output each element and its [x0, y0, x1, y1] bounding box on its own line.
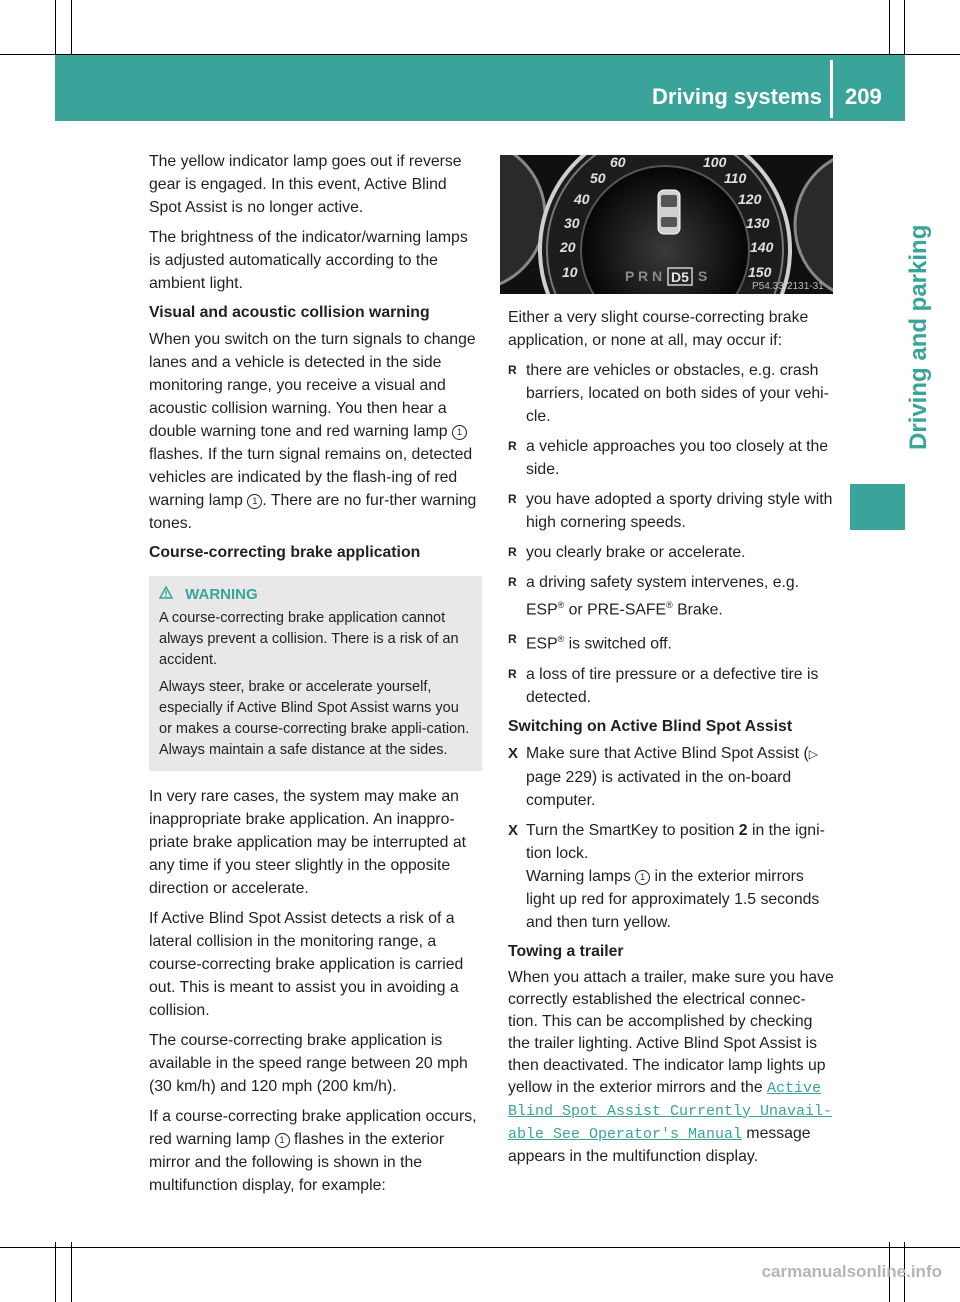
- paragraph: Either a very slight course-correcting brake application, or none at all, may occur if:: [508, 309, 809, 349]
- paragraph: If Active Blind Spot Assist detects a risk of a lateral collision in the monitoring range, a course-correcting brake application is carried out. This is meant to assist you in avoiding a collision.: [149, 910, 464, 1019]
- display-message: Active Blind Spot Assist Currently Unavail‐ able See Operator's Manual: [508, 1079, 833, 1143]
- list-item: R you clearly brake or accelerate.: [508, 541, 834, 564]
- paragraph: When you attach a trailer, make sure you have correctly established the electrical connec-tion. This can be accomplished by checking the trailer lighting. Active Blind Spot Assist is then deactivated. The indicator lamp lights up yellow in the exterior mirrors and the Active Blind Spot Assist Currently Unavail‐ able See Operator's Manual message appears in the multifunction display.: [508, 968, 834, 1165]
- side-tab-marker: [850, 484, 905, 530]
- header-separator: [830, 60, 833, 118]
- heading: Visual and acoustic collision warning: [149, 304, 430, 321]
- marker-1-icon: 1: [247, 494, 262, 509]
- speed-label: 130: [746, 215, 770, 231]
- gear-indicator: S: [698, 268, 708, 284]
- crop-mark: [71, 0, 72, 60]
- list-item: R there are vehicles or obstacles, e.g. crash barriers, located on both sides of your vehi-cle.: [508, 359, 834, 428]
- speed-label: 60: [610, 155, 626, 170]
- warning-triangle-icon: [159, 586, 177, 603]
- page-ref-arrow-icon: ▷: [808, 746, 818, 761]
- instruction-step: X Turn the SmartKey to position 2 in the igni-tion lock. Warning lamps 1 in the exterior mirrors light up red for approximately 1.5 seconds and then turn yellow.: [508, 819, 834, 934]
- speed-label: 10: [562, 264, 578, 280]
- gear-indicator: P R N: [625, 268, 663, 284]
- warning-text: A course-correcting brake application cannot always prevent a collision. There is a risk of an accident.: [159, 610, 459, 668]
- gear-selected: D5: [671, 269, 689, 285]
- paragraph: The course-correcting brake application is available in the speed range between 20 mph (30 km/h) and 120 mph (200 km/h).: [149, 1032, 468, 1095]
- heading: Towing a trailer: [508, 942, 624, 960]
- page-number: 209: [845, 84, 882, 109]
- paragraph: If a course-correcting brake application occurs, red warning lamp 1 flashes in the exterior mirror and the following is shown in the multifunction display, for example:: [149, 1108, 477, 1194]
- side-tab-label: Driving and parking: [905, 224, 932, 450]
- crop-mark: [55, 1242, 56, 1302]
- speed-label: 100: [703, 155, 727, 170]
- image-reference: P54.33-2131-31: [752, 281, 824, 292]
- crop-mark: [904, 0, 905, 60]
- crop-mark: [0, 1247, 960, 1248]
- list-item: R a vehicle approaches you too closely at the side.: [508, 435, 834, 481]
- list-item: R you have adopted a sporty driving style with high cornering speeds.: [508, 488, 834, 534]
- instruction-step: X Make sure that Active Blind Spot Assist (▷ page 229) is activated in the on-board computer.: [508, 742, 834, 812]
- speed-label: 140: [750, 239, 774, 255]
- watermark: carmanualsonline.info: [761, 1262, 942, 1281]
- warning-title: WARNING: [159, 584, 472, 605]
- crop-mark: [889, 0, 890, 60]
- marker-1-icon: 1: [635, 870, 650, 885]
- marker-1-icon: 1: [452, 425, 467, 440]
- list-item: R a driving safety system intervenes, e.g. ESP® or PRE-SAFE® Brake.: [508, 571, 834, 621]
- warning-text: Always steer, brake or accelerate yourself, especially if Active Blind Spot Assist warns you or makes a course-correcting brake appli-cation. Always maintain a safe distance at the sides.: [159, 679, 470, 758]
- speed-label: 30: [564, 215, 580, 231]
- paragraph: The yellow indicator lamp goes out if reverse gear is engaged. In this event, Active Blind Spot Assist is no longer active.: [149, 153, 462, 216]
- left-column: [149, 150, 482, 1204]
- paragraph: The brightness of the indicator/warning lamps is adjusted automatically according to the ambient light.: [149, 229, 468, 292]
- list-item: R ESP® is switched off.: [508, 628, 834, 655]
- heading: Course-correcting brake application: [149, 544, 421, 561]
- speed-label: 110: [724, 170, 747, 186]
- crop-mark: [71, 1242, 72, 1302]
- speed-label: 40: [574, 191, 590, 207]
- right-column: [508, 306, 834, 1175]
- instrument-cluster-image: [500, 155, 833, 294]
- speed-label: 50: [590, 170, 606, 186]
- speed-label: 20: [560, 239, 576, 255]
- marker-1-icon: 1: [275, 1133, 290, 1148]
- list-item: R a loss of tire pressure or a defective tire is detected.: [508, 663, 834, 709]
- speed-label: 150: [748, 264, 772, 280]
- speed-label: 120: [738, 191, 762, 207]
- crop-mark: [55, 0, 56, 60]
- paragraph: When you switch on the turn signals to change lanes and a vehicle is detected in the side monitoring range, you receive a visual and acoustic collision warning. You then hear a double warning tone and red warning lamp 1 flashes. If the turn signal remains on, detected vehicles are indicated by the flash-ing of red warning lamp 1 . There are no fur-ther warning tones.: [149, 331, 477, 532]
- warning-box: [149, 576, 482, 771]
- section-title: Driving systems: [652, 84, 822, 109]
- heading: Switching on Active Blind Spot Assist: [508, 717, 793, 735]
- paragraph: In very rare cases, the system may make an inappropriate brake application. An inappro-priate brake application may be interrupted at any time if you steer slightly in the opposite direction or accelerate.: [149, 788, 467, 897]
